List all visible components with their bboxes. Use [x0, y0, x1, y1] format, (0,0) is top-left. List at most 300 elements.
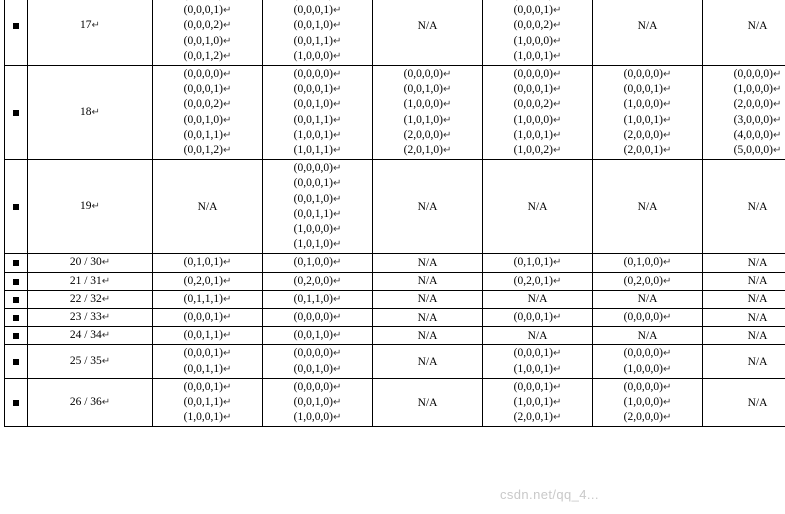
table-row	[5, 378, 785, 427]
pilcrow-icon: ↵	[552, 114, 562, 126]
tuple-list	[265, 292, 370, 307]
na-label	[705, 200, 785, 214]
tuple-text: (5,0,0,0)	[733, 144, 773, 157]
tuple-cell	[263, 0, 373, 66]
tuple-cell	[703, 160, 785, 254]
tuple-value	[155, 3, 260, 18]
tuple-value	[265, 222, 370, 237]
pilcrow-icon	[333, 0, 341, 1]
tuple-cell	[483, 66, 593, 160]
tuple-list	[265, 310, 370, 325]
na-label	[485, 292, 590, 306]
tuple-cell	[263, 345, 373, 378]
tuple-cell	[593, 66, 703, 160]
tuple-text: (0,0,1,0)	[183, 34, 223, 47]
tuple-text: (1,0,0,1)	[623, 113, 663, 126]
tuple-list	[265, 67, 370, 158]
tuple-value	[155, 49, 260, 64]
tuple-list	[485, 346, 590, 376]
tuple-value	[595, 395, 700, 410]
tuple-text: (1,0,1,0)	[403, 113, 443, 126]
na-label	[375, 292, 480, 306]
tuple-list	[705, 396, 785, 410]
tuple-value	[265, 362, 370, 377]
pilcrow-icon: ↵	[222, 397, 232, 409]
tuple-text: (0,2,0,0)	[623, 274, 663, 287]
na-text: N/A	[747, 396, 768, 409]
square-bullet-icon	[13, 260, 19, 266]
tuple-cell	[483, 327, 593, 345]
pilcrow-icon: ↵	[332, 257, 342, 269]
tuple-value	[265, 274, 370, 289]
pilcrow-icon: ↵	[552, 397, 562, 409]
tuple-cell	[593, 254, 703, 272]
pilcrow-icon: ↵	[101, 275, 111, 287]
na-label	[375, 329, 480, 343]
tuple-list	[595, 292, 700, 306]
tuple-text: (0,0,1,0)	[293, 362, 333, 375]
tuple-cell	[593, 272, 703, 290]
pilcrow-icon: ↵	[332, 5, 342, 17]
tuple-value	[155, 395, 260, 410]
tuple-cell	[593, 378, 703, 427]
na-text: N/A	[747, 200, 768, 213]
tuple-text: (4,0,0,0)	[733, 128, 773, 141]
tuple-value	[265, 192, 370, 207]
pilcrow-icon: ↵	[222, 363, 232, 375]
pilcrow-icon: ↵	[91, 201, 100, 213]
pilcrow-icon: ↵	[552, 35, 562, 47]
tuple-text: (1,0,0,0)	[513, 34, 553, 47]
row-id-label: 24 / 34	[69, 329, 102, 342]
pilcrow-icon: ↵	[332, 293, 342, 305]
tuple-cell	[263, 327, 373, 345]
tuple-text: (0,0,0,1)	[623, 83, 663, 96]
tuple-value	[595, 380, 700, 395]
tuple-cell	[703, 254, 785, 272]
tuple-value	[155, 346, 260, 361]
tuple-value	[265, 292, 370, 307]
pilcrow-icon: ↵	[332, 129, 342, 141]
tuple-list	[265, 274, 370, 289]
tuple-cell	[263, 66, 373, 160]
tuple-value	[705, 113, 785, 128]
tuple-cell	[373, 345, 483, 378]
tuple-value	[595, 143, 700, 158]
tuple-text: (2,0,0,0)	[623, 411, 663, 424]
tuple-text	[294, 0, 333, 1]
tuple-text: (1,0,0,0)	[293, 223, 333, 236]
pilcrow-icon: ↵	[662, 363, 672, 375]
tuple-list	[485, 292, 590, 306]
na-label	[375, 274, 480, 288]
tuple-list	[595, 200, 700, 214]
na-label	[705, 274, 785, 288]
square-bullet-icon	[13, 110, 19, 116]
tuple-text: (0,0,0,1)	[513, 83, 553, 96]
pilcrow-icon: ↵	[101, 356, 111, 368]
tuple-text: (3,0,0,0)	[733, 113, 773, 126]
pilcrow-icon: ↵	[662, 312, 672, 324]
pilcrow-icon: ↵	[332, 275, 342, 287]
pilcrow-icon: ↵	[222, 145, 232, 157]
tuple-text: (1,0,0,0)	[513, 113, 553, 126]
tuple-value	[595, 255, 700, 270]
tuple-value	[595, 310, 700, 325]
pilcrow-icon: ↵	[552, 348, 562, 360]
tuple-list	[485, 310, 590, 325]
tuple-cell	[373, 290, 483, 308]
row-id-label: 20 / 30	[69, 256, 102, 269]
tuple-value	[485, 113, 590, 128]
tuple-value	[155, 380, 260, 395]
tuple-value	[485, 67, 590, 82]
tuple-value	[595, 97, 700, 112]
tuple-list	[595, 310, 700, 325]
tuple-text: (0,0,1,1)	[183, 128, 223, 141]
table-row	[5, 160, 785, 254]
tuple-cell	[153, 0, 263, 66]
tuple-value	[265, 161, 370, 176]
tuple-list	[595, 67, 700, 158]
tuple-list	[375, 274, 480, 288]
square-bullet-icon	[13, 400, 19, 406]
tuple-cell	[263, 272, 373, 290]
square-bullet-icon	[13, 315, 19, 321]
pilcrow-icon: ↵	[332, 178, 342, 190]
tuple-table	[4, 0, 785, 427]
tuple-text: (2,0,1,0)	[403, 144, 443, 157]
pilcrow-icon: ↵	[222, 257, 232, 269]
na-label	[705, 19, 785, 33]
row-id-label: 19	[80, 200, 92, 213]
table-row	[5, 0, 785, 66]
pilcrow-icon: ↵	[772, 69, 782, 81]
table-row	[5, 66, 785, 160]
pilcrow-icon: ↵	[222, 312, 232, 324]
pilcrow-icon: ↵	[332, 20, 342, 32]
tuple-text: (0,0,1,1)	[293, 113, 333, 126]
tuple-list	[155, 67, 260, 158]
na-text: N/A	[637, 293, 658, 306]
pilcrow-icon: ↵	[552, 275, 562, 287]
tuple-cell	[593, 309, 703, 327]
pilcrow-icon	[223, 0, 231, 1]
square-bullet-icon	[13, 359, 19, 365]
pilcrow-icon: ↵	[332, 145, 342, 157]
pilcrow-icon: ↵	[332, 163, 342, 175]
pilcrow-icon: ↵	[222, 99, 232, 111]
pilcrow-icon: ↵	[332, 412, 342, 424]
na-label	[375, 396, 480, 410]
pilcrow-icon: ↵	[662, 275, 672, 287]
tuple-text: (0,0,0,2)	[183, 19, 223, 32]
tuple-cell	[483, 254, 593, 272]
tuple-value	[265, 128, 370, 143]
tuple-text: (0,2,0,1)	[513, 274, 553, 287]
tuple-value	[155, 362, 260, 377]
tuple-cell	[703, 290, 785, 308]
tuple-text: (0,0,1,2)	[183, 144, 223, 157]
tuple-text: (2,0,0,1)	[513, 411, 553, 424]
row-id-cell	[28, 160, 153, 254]
na-text: N/A	[527, 293, 548, 306]
tuple-text: (0,0,1,0)	[293, 98, 333, 111]
tuple-list	[375, 19, 480, 33]
tuple-list	[155, 310, 260, 325]
tuple-text: (1,0,0,0)	[403, 98, 443, 111]
tuple-value	[155, 328, 260, 343]
tuple-cell	[263, 290, 373, 308]
tuple-cell	[593, 0, 703, 66]
pilcrow-icon: ↵	[332, 84, 342, 96]
pilcrow-icon: ↵	[332, 114, 342, 126]
tuple-cell	[483, 272, 593, 290]
tuple-text: (0,0,0,0)	[293, 68, 333, 81]
row-id-label: 22 / 32	[69, 292, 102, 305]
tuple-value	[705, 82, 785, 97]
na-text: N/A	[417, 256, 438, 269]
tuple-text: (1,0,0,0)	[623, 396, 663, 409]
na-text: N/A	[417, 396, 438, 409]
tuple-text: (1,0,0,0)	[293, 49, 333, 62]
pilcrow-icon: ↵	[442, 69, 452, 81]
tuple-value	[265, 34, 370, 49]
tuple-value	[155, 82, 260, 97]
tuple-text: (0,0,0,0)	[183, 68, 223, 81]
pilcrow-icon: ↵	[332, 50, 342, 62]
tuple-value	[265, 143, 370, 158]
tuple-text: (1,0,0,0)	[623, 362, 663, 375]
tuple-text: (0,1,0,1)	[513, 256, 553, 269]
pilcrow-icon: ↵	[772, 99, 782, 111]
tuple-value	[485, 3, 590, 18]
na-label	[375, 355, 480, 369]
tuple-value	[155, 97, 260, 112]
row-id-cell	[28, 0, 153, 66]
tuple-text: (1,0,0,1)	[293, 128, 333, 141]
tuple-value	[265, 82, 370, 97]
row-id-label: 26 / 36	[69, 396, 102, 409]
row-bullet-cell	[5, 327, 28, 345]
tuple-value	[595, 67, 700, 82]
table-row	[5, 272, 785, 290]
tuple-text: (0,0,1,0)	[293, 396, 333, 409]
tuple-value	[155, 292, 260, 307]
tuple-cell	[483, 345, 593, 378]
tuple-text: (0,0,0,0)	[293, 162, 333, 175]
tuple-cell	[153, 290, 263, 308]
pilcrow-icon: ↵	[552, 363, 562, 375]
tuple-cell	[703, 0, 785, 66]
pilcrow-icon: ↵	[332, 381, 342, 393]
pilcrow-icon: ↵	[222, 69, 232, 81]
tuple-value	[155, 128, 260, 143]
tuple-text: (0,0,0,2)	[513, 19, 553, 32]
tuple-value	[485, 18, 590, 33]
tuple-value	[375, 128, 480, 143]
na-label	[375, 311, 480, 325]
na-text: N/A	[197, 200, 218, 213]
tuple-value	[375, 97, 480, 112]
tuple-cell	[703, 345, 785, 378]
tuple-cell	[373, 327, 483, 345]
tuple-cell	[703, 378, 785, 427]
tuple-value	[155, 18, 260, 33]
tuple-text: (0,0,1,0)	[403, 83, 443, 96]
tuple-list	[595, 380, 700, 426]
pilcrow-icon: ↵	[552, 412, 562, 424]
na-text: N/A	[417, 293, 438, 306]
tuple-text: (1,0,1,1)	[293, 144, 333, 157]
na-label	[155, 200, 260, 214]
tuple-value	[485, 49, 590, 64]
tuple-list	[155, 328, 260, 343]
tuple-value	[375, 67, 480, 82]
tuple-value	[485, 97, 590, 112]
tuple-list	[485, 380, 590, 426]
na-text: N/A	[747, 293, 768, 306]
tuple-list	[375, 355, 480, 369]
tuple-list	[155, 0, 260, 64]
pilcrow-icon: ↵	[662, 412, 672, 424]
row-id-cell	[28, 378, 153, 427]
tuple-cell	[153, 272, 263, 290]
tuple-cell	[263, 160, 373, 254]
tuple-value	[155, 67, 260, 82]
row-id-cell	[28, 290, 153, 308]
na-label	[705, 311, 785, 325]
tuple-list	[155, 274, 260, 289]
tuple-list	[375, 67, 480, 158]
tuple-cell	[373, 66, 483, 160]
tuple-value	[485, 410, 590, 425]
tuple-text: (0,1,1,0)	[293, 292, 333, 305]
tuple-text: (0,0,0,0)	[513, 68, 553, 81]
tuple-value	[705, 67, 785, 82]
pilcrow-icon: ↵	[552, 129, 562, 141]
na-label	[375, 200, 480, 214]
tuple-value	[155, 34, 260, 49]
tuple-value	[595, 362, 700, 377]
row-bullet-cell	[5, 254, 28, 272]
pilcrow-icon: ↵	[222, 35, 232, 47]
pilcrow-icon: ↵	[332, 397, 342, 409]
tuple-text: (0,0,0,0)	[623, 68, 663, 81]
pilcrow-icon: ↵	[772, 114, 782, 126]
pilcrow-icon: ↵	[222, 330, 232, 342]
tuple-cell	[263, 254, 373, 272]
tuple-list	[155, 346, 260, 376]
tuple-cell	[153, 327, 263, 345]
row-bullet-cell	[5, 272, 28, 290]
pilcrow-icon: ↵	[332, 99, 342, 111]
tuple-text: (1,0,1,0)	[293, 238, 333, 251]
tuple-text: (0,0,0,0)	[293, 311, 333, 324]
tuple-list	[265, 0, 370, 64]
pilcrow-icon: ↵	[552, 69, 562, 81]
tuple-value	[485, 362, 590, 377]
pilcrow-icon: ↵	[772, 145, 782, 157]
na-label	[705, 355, 785, 369]
tuple-list	[705, 292, 785, 306]
tuple-value	[155, 410, 260, 425]
pilcrow-icon: ↵	[101, 257, 111, 269]
tuple-list	[705, 200, 785, 214]
tuple-cell	[373, 0, 483, 66]
tuple-cell	[373, 309, 483, 327]
na-text: N/A	[417, 329, 438, 342]
na-label	[705, 396, 785, 410]
tuple-list	[485, 0, 590, 64]
tuple-cell	[483, 378, 593, 427]
tuple-value	[155, 143, 260, 158]
tuple-value	[265, 113, 370, 128]
tuple-list	[705, 329, 785, 343]
pilcrow-icon: ↵	[552, 20, 562, 32]
tuple-text: (1,0,0,1)	[183, 411, 223, 424]
na-text: N/A	[747, 355, 768, 368]
na-text: N/A	[637, 19, 658, 32]
tuple-text: (0,2,0,1)	[183, 274, 223, 287]
pilcrow-icon: ↵	[552, 312, 562, 324]
na-label	[705, 292, 785, 306]
na-label	[485, 200, 590, 214]
tuple-cell	[263, 309, 373, 327]
pilcrow-icon: ↵	[332, 330, 342, 342]
tuple-value	[265, 207, 370, 222]
tuple-value	[265, 310, 370, 325]
tuple-value	[485, 82, 590, 97]
tuple-cell	[153, 254, 263, 272]
na-text: N/A	[527, 200, 548, 213]
tuple-value	[485, 395, 590, 410]
tuple-value	[375, 113, 480, 128]
tuple-text: (0,0,0,0)	[293, 347, 333, 360]
tuple-list	[265, 328, 370, 343]
tuple-cell	[703, 309, 785, 327]
tuple-cell	[703, 327, 785, 345]
tuple-text: (0,0,0,1)	[293, 177, 333, 190]
pilcrow-icon: ↵	[222, 275, 232, 287]
tuple-list	[595, 19, 700, 33]
pilcrow-icon: ↵	[332, 312, 342, 324]
tuple-value	[265, 49, 370, 64]
tuple-list	[595, 346, 700, 376]
tuple-text: (1,0,0,1)	[513, 49, 553, 62]
tuple-list	[155, 380, 260, 426]
tuple-text: (2,0,0,1)	[623, 144, 663, 157]
tuple-value	[595, 410, 700, 425]
tuple-cell	[703, 66, 785, 160]
na-text: N/A	[747, 256, 768, 269]
na-label	[375, 256, 480, 270]
pilcrow-icon: ↵	[101, 293, 111, 305]
pilcrow-icon: ↵	[552, 99, 562, 111]
table-row	[5, 254, 785, 272]
tuple-text: (0,0,1,1)	[183, 329, 223, 342]
table-body	[5, 0, 785, 427]
tuple-text: (2,0,0,0)	[733, 98, 773, 111]
tuple-list	[155, 200, 260, 214]
na-text: N/A	[747, 329, 768, 342]
pilcrow-icon: ↵	[222, 381, 232, 393]
pilcrow-icon: ↵	[222, 50, 232, 62]
row-id-cell	[28, 254, 153, 272]
pilcrow-icon: ↵	[332, 35, 342, 47]
pilcrow-icon: ↵	[662, 114, 672, 126]
row-bullet-cell	[5, 0, 28, 66]
